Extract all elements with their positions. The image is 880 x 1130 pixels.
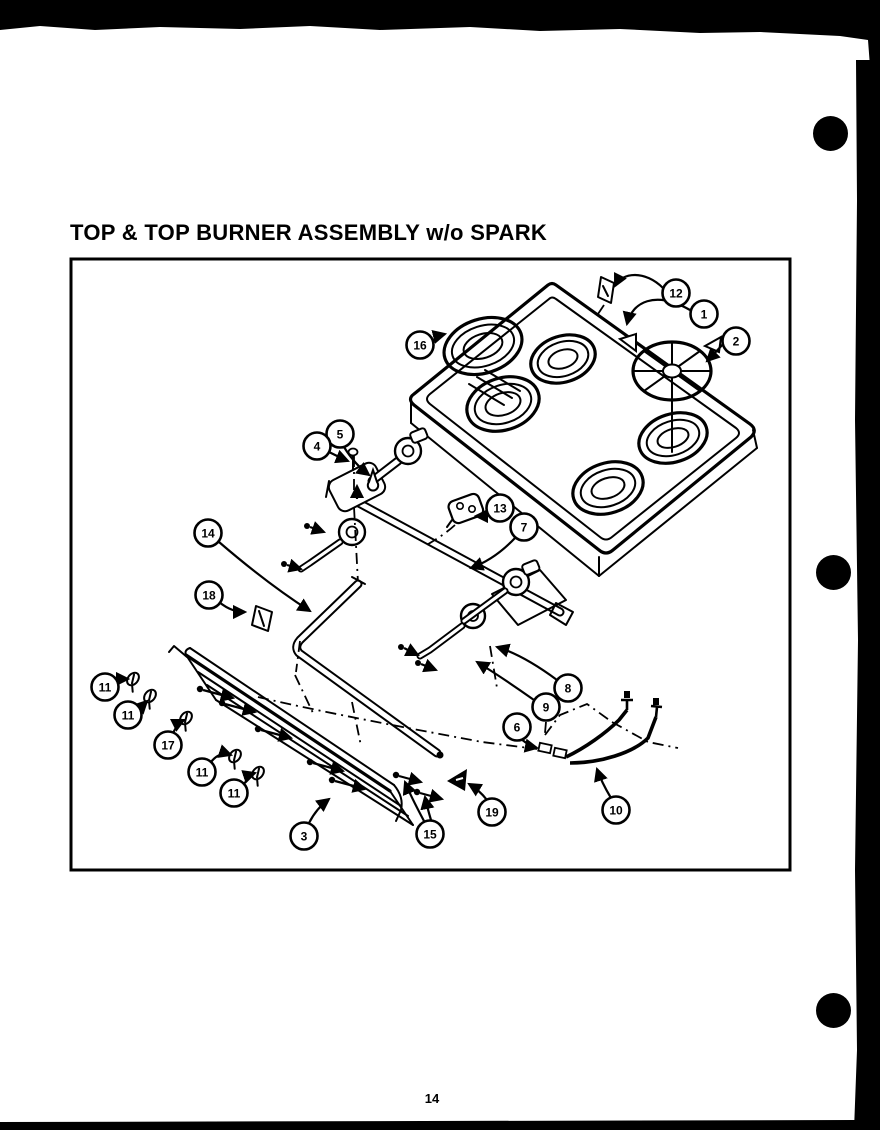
svg-text:11: 11 [121, 708, 135, 723]
page-title: TOP & TOP BURNER ASSEMBLY w/o SPARK [70, 220, 548, 245]
callout-7 [511, 514, 538, 541]
callout-11 [221, 780, 248, 807]
svg-text:3: 3 [300, 829, 308, 844]
callout-2 [723, 328, 750, 355]
callout-19 [479, 799, 506, 826]
callout-1 [691, 301, 718, 328]
svg-text:14: 14 [201, 526, 215, 541]
callout-4 [304, 433, 331, 460]
callout-11 [189, 759, 216, 786]
page-number: 14 [424, 1091, 440, 1106]
small-clip [252, 606, 272, 631]
svg-text:15: 15 [423, 827, 437, 842]
callout-10 [603, 797, 630, 824]
burner-ring-head [437, 308, 530, 384]
svg-text:16: 16 [413, 338, 427, 353]
callout-9 [533, 694, 560, 721]
callout-6 [504, 714, 531, 741]
burner-ring [525, 327, 602, 391]
callout-11 [92, 674, 119, 701]
bracket-clip [596, 277, 614, 317]
svg-text:8: 8 [564, 681, 572, 696]
svg-text:10: 10 [609, 803, 623, 818]
callout-18 [196, 582, 223, 609]
callout-layer [92, 280, 750, 850]
callout-3 [291, 823, 318, 850]
callout-15 [417, 821, 444, 848]
burner-ring [566, 453, 650, 523]
svg-text:6: 6 [513, 720, 521, 735]
svg-text:13: 13 [493, 501, 507, 516]
callout-13 [487, 495, 514, 522]
callout-17 [155, 732, 182, 759]
svg-text:4: 4 [313, 439, 321, 454]
svg-text:7: 7 [520, 520, 528, 535]
svg-text:12: 12 [669, 286, 683, 301]
svg-text:9: 9 [542, 700, 550, 715]
svg-text:19: 19 [485, 805, 499, 820]
manifold-assembly [281, 427, 573, 688]
svg-text:5: 5 [336, 427, 344, 442]
svg-text:17: 17 [161, 738, 175, 753]
callout-12 [663, 280, 690, 307]
fan-burner [620, 334, 721, 414]
svg-text:2: 2 [732, 334, 740, 349]
callout-16 [407, 332, 434, 359]
callout-8 [555, 675, 582, 702]
callout-11 [115, 702, 142, 729]
svg-text:18: 18 [202, 588, 216, 603]
svg-text:11: 11 [227, 786, 241, 801]
callout-14 [195, 520, 222, 547]
arrow-clip [447, 769, 467, 791]
svg-text:11: 11 [98, 680, 112, 695]
svg-text:1: 1 [700, 307, 708, 322]
front-rail [169, 641, 442, 825]
svg-text:11: 11 [195, 765, 209, 780]
